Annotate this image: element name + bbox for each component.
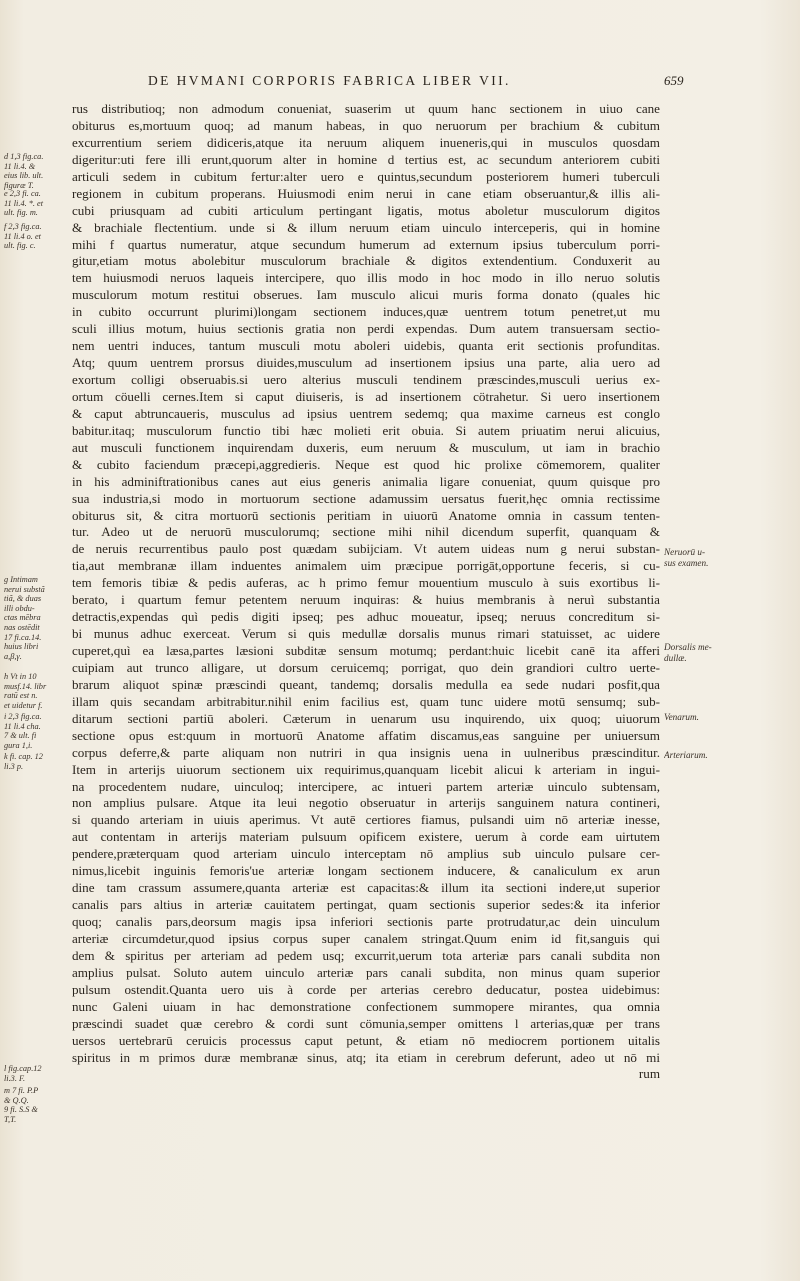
text-line: de neruis recurrentibus paulo post quædam subijciam. Vt autem uideas num g nerui substan-: [72, 541, 660, 557]
text-line: corpus deferre,& parte aliquam non nutriri in qua insignis uena in uulneribus præscinditur.: [72, 744, 660, 760]
margin-note-line: d 1,3 fig.ca.: [4, 152, 44, 161]
text-line: pendere,præterquam quod arteriam uinculo interceptam nō amplius sub uinculo pulsare cer-: [72, 846, 660, 862]
margin-note: [4, 1064, 68, 1083]
text-line: brarum aliquot spinæ præscindi queant, tandemq; dorsalis medulla ea sede nudari posfit,qua: [72, 676, 660, 692]
margin-note-line: Venarum.: [664, 712, 699, 722]
text-line: tia,aut membranæ illam induentes animalem uim præcipue porrigāt,opportune feceris, si cu-: [72, 558, 660, 574]
text-line: dine tam crassum assumere,quanta arteriæ est capacitas:& illum ita sectioni indere,ut superior: [72, 880, 660, 896]
margin-note-line: i 2,3 fig.ca.: [4, 712, 42, 721]
margin-note: [664, 642, 794, 663]
text-line: musculorum motum restitui obserues. Iam musculo alicui muris forma donato (quales hic: [72, 287, 660, 303]
text-line: pulsum ostendit.Quanta uero uis à corde per arterias cerebro deducatur, postea uidebimus:: [72, 981, 660, 997]
margin-note-line: tiã, & duas: [4, 594, 42, 604]
margin-note: [4, 575, 68, 661]
text-line: quoq; canalis pars,deorsum magis ipsa inferiori sectionis parte protrudatur,ac dein uinculum: [72, 914, 660, 929]
text-line: spiritus in m primos duræ membranæ sinus, atq; ita etiam in cerebrum deferunt, adeo ut nō mi: [72, 1049, 660, 1065]
margin-note-line: 11 li.4. *. et: [4, 198, 44, 208]
margin-note-line: e 2,3 fi. ca.: [4, 189, 41, 198]
margin-note-line: l fig.cap.12: [4, 1064, 42, 1073]
margin-note-line: m 7 fi. P.P: [4, 1086, 39, 1095]
text-line: Atq; quum uentrem prorsus diuides,musculum ad insertionem ipsius una parte, alia uero ad: [72, 355, 660, 371]
text-line: exortum colligi obseruabis.si uero alterius musculi tendinem præscindes,musculi uerius ex-: [72, 372, 660, 387]
margin-note-line: 11 li.4 cha.: [4, 721, 41, 731]
margin-note: [4, 152, 68, 190]
margin-note-line: illi obdu-: [4, 603, 35, 613]
text-line: uersos uertebrarū ceruicis processus caput petunt, & etiam nō mediocrem portionem uitalis: [72, 1032, 660, 1048]
text-line: tur. Adeo ut de neruorū musculorumq; sectione mihi nihil dicendum superfit, quanquam &: [72, 524, 660, 540]
margin-note-line: 9 fi. S.S &: [4, 1105, 38, 1115]
text-line: cubi priusquam ad cubiti articulum pertingant ligatis, motus aboletur musculorum digitos: [72, 202, 660, 218]
text-line: digeritur:uti fere illi erunt,quorum alter in homine d tertius est, ac secundum anteriorem cubiti: [72, 151, 660, 167]
text-line: & caput abtruncaueris, musculus ad ipsius uentrem sedemq; qua maxime carneus est conglo: [72, 405, 660, 421]
text-line: si quando arteriam in uiuis aperimus. Vt autē certiores fiamus, pulsandi uim nō arteriæ inesse,: [72, 812, 660, 828]
margin-note-line: Arteriarum.: [664, 750, 708, 760]
margin-note: [4, 672, 68, 710]
margin-note-line: eius lib. ult.: [4, 171, 44, 181]
margin-note-line: huius libri: [4, 642, 39, 652]
text-line: ditarum sectioni partiū aboleri. Cæterum in uenarum usu inquirendo, uix quoq; uiuorum: [72, 710, 660, 726]
margin-note: [4, 752, 68, 771]
margin-note: [664, 712, 794, 723]
text-line: dem & spiritus per arteriam ad pedem usq; excurrit,uerum tota arteriæ pars canali subdita non: [72, 947, 660, 963]
page-number: 659: [664, 73, 684, 88]
body-text: [72, 101, 660, 1083]
text-line: babitur.itaq; musculorum functio tibi hæc molieti erit obuia. Si autem priuatim nerui alicuius,: [72, 422, 660, 438]
text-line: in cubito occurrunt plurimi)longam sectionem induces,quæ uentrem totum penetret,ut mu: [72, 304, 660, 320]
margin-note-line: k fi. cap. 12: [4, 752, 43, 761]
margin-note-line: figuræ T.: [4, 180, 34, 190]
margin-note-line: a,β,γ.: [4, 651, 22, 661]
text-line: berato, i quartum femur petentem neruum inquiras: & huius membranis à neruì substantia: [72, 592, 660, 608]
margin-note: [4, 189, 68, 218]
text-line: articuli sedem in cubitum fertur:alter uero e quintus,secundum posteriorem humeri tuberculi: [72, 168, 660, 184]
text-line: canalis pars altius in arteriæ cauitatem pertingat, quam sectionis superior sedes:& ita inferior: [72, 897, 660, 913]
margin-note-line: li.3 p.: [4, 761, 24, 771]
text-line: mihi f quartus numeratur, atque secundum humerum ad externum ipsius tuberculum porri-: [72, 236, 660, 252]
text-line: amplius pulsat. Soluto autem uinculo arteriæ pars canali subdita, non minus quam superior: [72, 964, 660, 980]
text-line: sectione opus est:quum in mortuorū Anatome affatim discamus,eas sanguine per uniuersum: [72, 727, 660, 743]
text-line: in his adminiftrationibus canes aut eius generis animalia ligare conueniat, quum quisque pro: [72, 473, 660, 489]
margin-note-line: & Q.Q.: [4, 1095, 29, 1105]
text-line: tem huiusmodi neruos laqueis intercipere, quo illis modo in hoc modo in illo neruo solutis: [72, 270, 660, 286]
text-line: rum: [638, 1066, 660, 1082]
margin-note-line: Neruorū u-: [664, 547, 706, 557]
margin-note-line: Dorsalis me-: [664, 642, 712, 652]
margin-note-line: ult. fig. c.: [4, 241, 36, 251]
text-line: gitur,etiam motus abolebitur musculorum brachiale & digitos extendentium. Conduxerit au: [72, 253, 660, 269]
text-line: regionem in cubitum properans. Huiusmodi enim nerui in cane etiam obseruantur,& illis ali-: [72, 185, 660, 201]
margin-note-line: gura 1,i.: [4, 740, 33, 750]
text-line: obiturus es,mortuum quoq; ad manum habeas, in quo neruorum per brachium & cubitum: [72, 117, 660, 133]
text-line: sua industria,si modo in mortuorum sectione adamussim uersatus fuerit,hęc omnia rectissime: [72, 490, 660, 506]
text-line: excurrentium seriem didiceris,atque ita neruum aliquem inueneris,qui in musculos quosdam: [72, 134, 660, 150]
text-line: bi munus adhuc exerceat. Verum si quis medullæ dorsalis munus rimari statuisset, ac uidere: [72, 626, 660, 642]
text-line: cuipiam aut trunco alligare, ut dorsum ceruicemq; porrigat, quo dein grandiori cultro uerte-: [72, 659, 660, 675]
text-line: non amplius pulsare. Atque ita leui negotio obseruatur in arterijs sanguinem natura contineri,: [72, 795, 660, 811]
running-head: DE HVMANI CORPORIS FABRICA LIBER VII.: [148, 73, 511, 88]
margin-note: [4, 712, 68, 750]
text-line: detractis,expendas quì pedis digiti ipseq; pes adhuc moueatur, ipseq; neruus concreditum si-: [72, 609, 660, 625]
text-line: na procedentem nudare, uinculoq; intercipere, ac intueri partem arteriæ uinculo subtensam,: [72, 778, 660, 794]
margin-note-line: ctas mēbra: [4, 613, 41, 623]
margin-note-line: et uidetur f.: [4, 700, 43, 710]
margin-note-line: h Vt in 10: [4, 672, 37, 681]
margin-note-line: nerui substã: [4, 584, 45, 594]
margin-note-line: nas ostēdit: [4, 622, 40, 632]
margin-note: [4, 222, 68, 251]
margin-note-line: 11 li.4. &: [4, 161, 36, 171]
margin-note-line: f 2,3 fig.ca.: [4, 222, 42, 231]
margin-note-line: ult. fig. m.: [4, 208, 38, 218]
margin-note: [664, 547, 794, 568]
text-line: & brachiale flectentium. unde si & illum neruum etiam uinculo interceperis, qui in homine: [72, 219, 660, 235]
margin-note-line: sus examen.: [664, 557, 709, 568]
text-line: aut musculi functionem inquirendam duxeris, eum neruum & musculum, ut iam in brachio: [72, 439, 660, 455]
text-line: rus distributioq; non admodum conueniat, suaserim ut quum hanc sectionem in uiuo cane: [72, 101, 660, 116]
margin-note: [4, 1086, 68, 1124]
text-line: tem femoris tibiæ & pedis auferas, ac h primo femur mouentium musculo à suis exortibus li-: [72, 575, 660, 591]
text-line: & cubito faciendum præcepi,aggredieris. Neque est quod hic prolixe cömemorem, qualiter: [72, 456, 660, 472]
margin-note-line: musf.14. libr: [4, 681, 47, 691]
margin-note-line: 11 li.4 o. et: [4, 231, 41, 241]
text-line: cuperet,quì ea læsa,partes læsioni subditæ sensum motumq; perdant:huic licebit canē ita afferi: [72, 643, 660, 658]
margin-note-line: li.3. F.: [4, 1073, 26, 1083]
margin-note-line: 7 & ult. fi: [4, 731, 37, 741]
margin-note-line: g Intimam: [4, 575, 38, 584]
margin-note-line: dullæ.: [664, 652, 687, 663]
text-line: præscindi suadet quæ cerebro & cordi sunt cömunia,semper omittens l arterias,quæ per trans: [72, 1015, 660, 1031]
text-line: obiturus sit, & citra mortuorū sectionis peritiam in uiuorū Anatome omnia in cassum tenten-: [72, 507, 660, 523]
text-line: nimus,licebit inguinis femoris'ue arteriæ longam sectionem inducere, & canaliculum ex arun: [72, 863, 660, 879]
text-line: nem uentri induces, tantum musculi motu aboleri uidebis, quanta erit sectionis profunditas.: [72, 338, 660, 354]
text-line: illam quis secandam arbitrabitur.nihil enim facilius est, quam tunc uidere motū sensumq; sub-: [72, 693, 660, 709]
text-line: nunc Galeni uiuam in hac demonstratione confectionem summopere mirantes, qua omnia: [72, 998, 660, 1014]
text-line: arteriæ circumdetur,quod ipsius corpus super canalem stringat.Quum enim id fit,sanguis qui: [72, 930, 660, 946]
margin-note-line: T,T.: [4, 1114, 17, 1124]
margin-note: [664, 750, 794, 761]
text-line: ortum cöuelli cernes.Item si caput diuiseris, is ad insertionem cötrahetur. Si uero insertionem: [72, 388, 660, 404]
text-line: Item in arterijs uiuorum sectionem uix requirimus,quanquam licebit alicui k arteriam in ingui-: [72, 761, 660, 777]
text-line: aut contentam in arterijs materiam pulsuum opificem existere, uerum à corde eam uirtutem: [72, 829, 660, 845]
margin-note-line: 17 fi.ca.14.: [4, 632, 42, 642]
margin-note-line: ratū est n.: [4, 691, 38, 701]
text-line: sculi illius motum, huius sectionis gratia non perdi expendas. Dum autem transuersam sectio-: [72, 321, 660, 337]
